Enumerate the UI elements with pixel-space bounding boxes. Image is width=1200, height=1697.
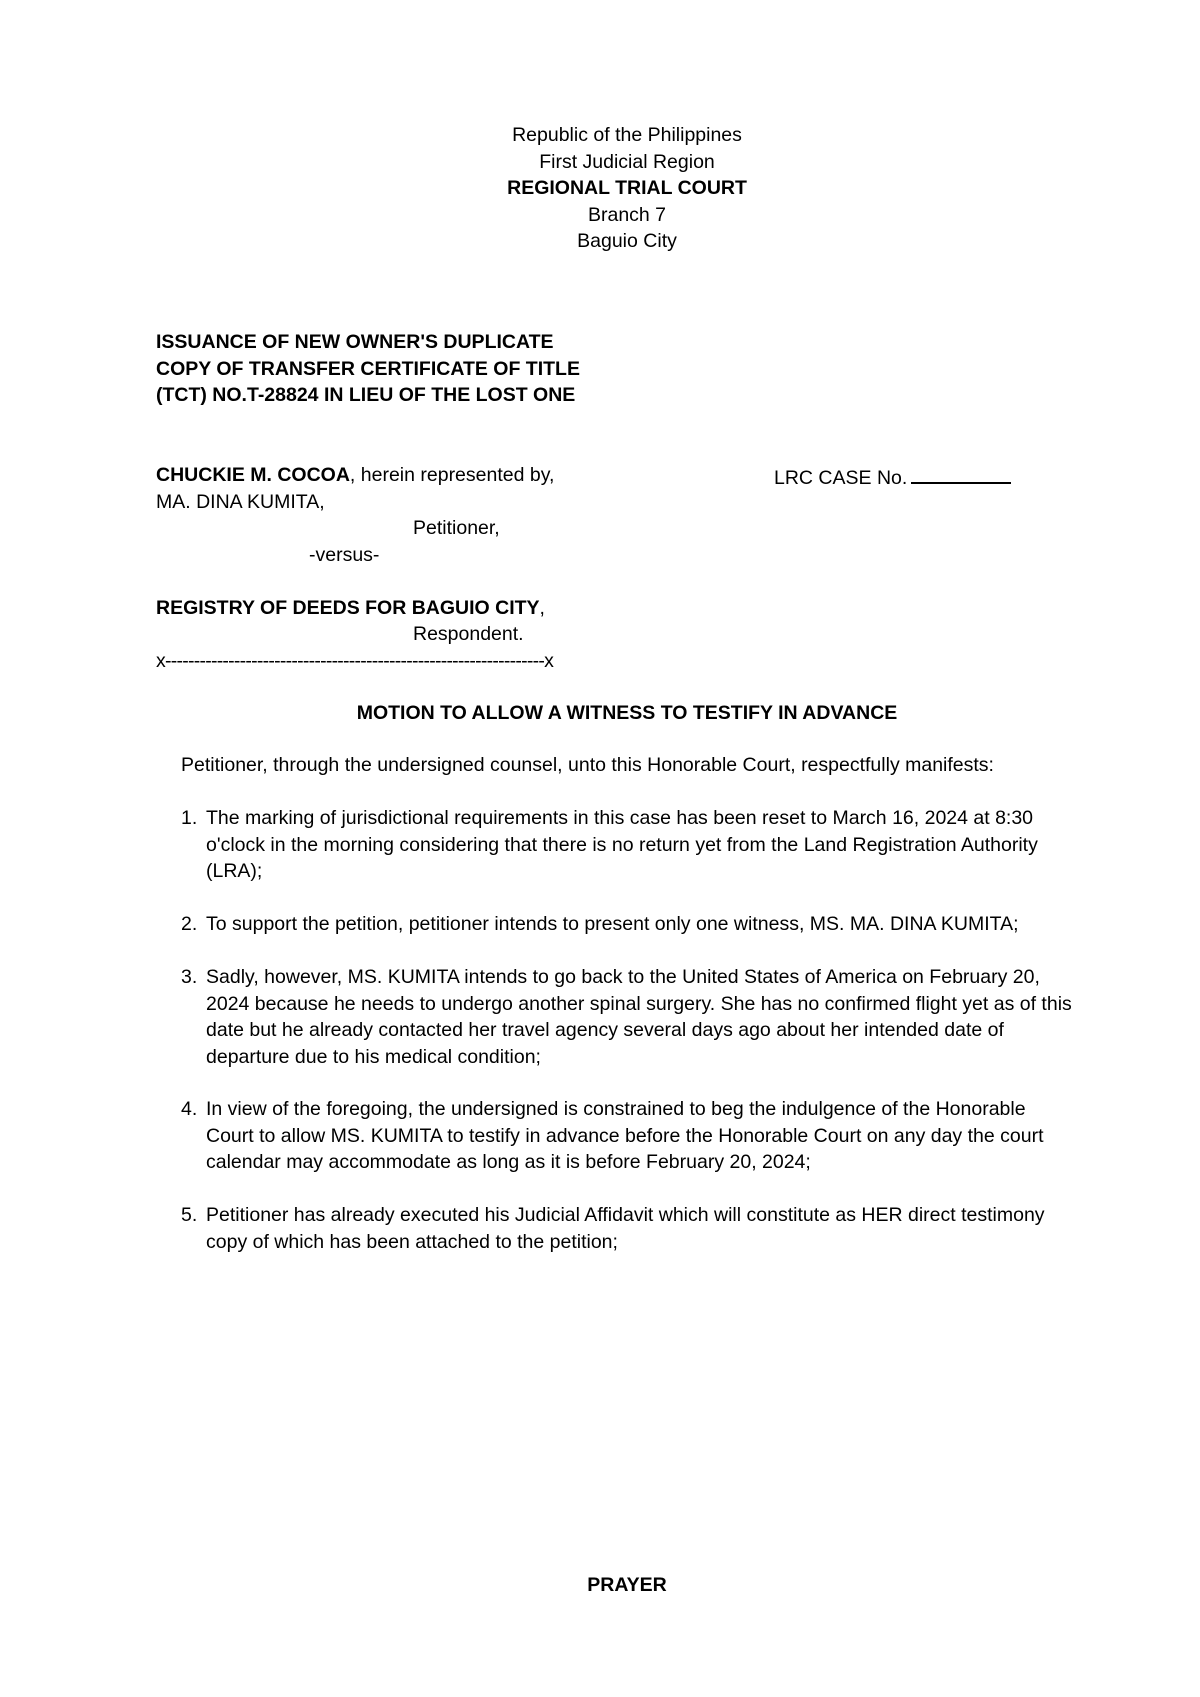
item-text (206, 911, 1104, 938)
item-number: 4. (181, 1098, 198, 1120)
item-text (206, 1096, 1104, 1176)
prayer-heading: PRAYER (587, 1574, 667, 1596)
judicial-region-line: First Judicial Region (539, 150, 715, 173)
respondent-comma: , (539, 596, 545, 619)
respondent-role: Respondent. (413, 623, 524, 645)
case-subject (156, 329, 580, 409)
item-line: Sadly, however, MS. KUMITA intends to go back to the United States of America on February 20, (206, 966, 1040, 988)
city-line: Baguio City (577, 230, 677, 252)
case-number (774, 462, 1011, 492)
item-line: o'clock in the morning considering that there is no return yet from the Land Registration Authority (206, 833, 1038, 856)
item-line: Court to allow MS. KUMITA to testify in advance before the Honorable Court on any day the court (206, 1124, 1044, 1147)
item-line: The marking of jurisdictional requirements in this case has been reset to March 16, 2024 at 8:30 (206, 807, 1034, 829)
item-number: 5. (181, 1204, 198, 1226)
respondent-name: REGISTRY OF DEEDS FOR BAGUIO CITY (156, 596, 540, 619)
item-line: In view of the foregoing, the undersigned is constrained to beg the indulgence of the Honorable (206, 1098, 1026, 1120)
versus-label: -versus- (309, 543, 380, 566)
petitioner-role: Petitioner, (413, 517, 500, 539)
item-text (206, 805, 1104, 885)
court-name: REGIONAL TRIAL COURT (507, 177, 747, 199)
branch-line: Branch 7 (587, 203, 667, 226)
represented-by-text: , herein represented by, (349, 464, 555, 486)
court-header (0, 122, 1200, 255)
subject-line-3: (TCT) NO.T-28824 IN LIEU OF THE LOST ONE (156, 384, 576, 406)
item-text (206, 964, 1104, 1070)
subject-line-2: COPY OF TRANSFER CERTIFICATE OF TITLE (156, 357, 580, 380)
item-line: calendar may accommodate as long as it is before February 20, 2024; (206, 1151, 811, 1173)
item-line: date but he already contacted her travel agency several days ago about her intended date of (206, 1019, 1004, 1041)
petitioner-line (156, 462, 554, 489)
subject-line-1: ISSUANCE OF NEW OWNER'S DUPLICATE (156, 331, 554, 353)
item-number: 2. (181, 913, 198, 935)
item-text (206, 1202, 1104, 1255)
case-number-blank (911, 462, 1011, 484)
item-number: 1. (181, 807, 198, 829)
item-line: (LRA); (206, 860, 263, 882)
item-line: Petitioner has already executed his Judicial Affidavit which will constitute as HER direct testimony (206, 1204, 1045, 1226)
item-line: To support the petition, petitioner intends to present only one witness, MS. MA. DINA KUMITA; (206, 913, 1019, 935)
case-number-label: LRC CASE No. (774, 467, 908, 489)
item-line: 2024 because he needs to undergo another spinal surgery. She has no confirmed flight yet as of this (206, 992, 1072, 1015)
country-line: Republic of the Philippines (512, 124, 742, 146)
item-line: departure due to his medical condition; (206, 1045, 541, 1068)
respondent-line (156, 595, 545, 622)
item-number: 3. (181, 966, 198, 988)
item-line: copy of which has been attached to the petition; (206, 1230, 618, 1253)
petitioner-name: CHUCKIE M. COCOA (156, 464, 350, 486)
motion-title: MOTION TO ALLOW A WITNESS TO TESTIFY IN ADVANCE (356, 702, 898, 724)
caption-divider: x------------------------------------------------------------------x (156, 649, 554, 672)
intro-paragraph: Petitioner, through the undersigned counsel, unto this Honorable Court, respectfully manifests: (181, 754, 994, 776)
representative-name: MA. DINA KUMITA, (156, 490, 325, 513)
